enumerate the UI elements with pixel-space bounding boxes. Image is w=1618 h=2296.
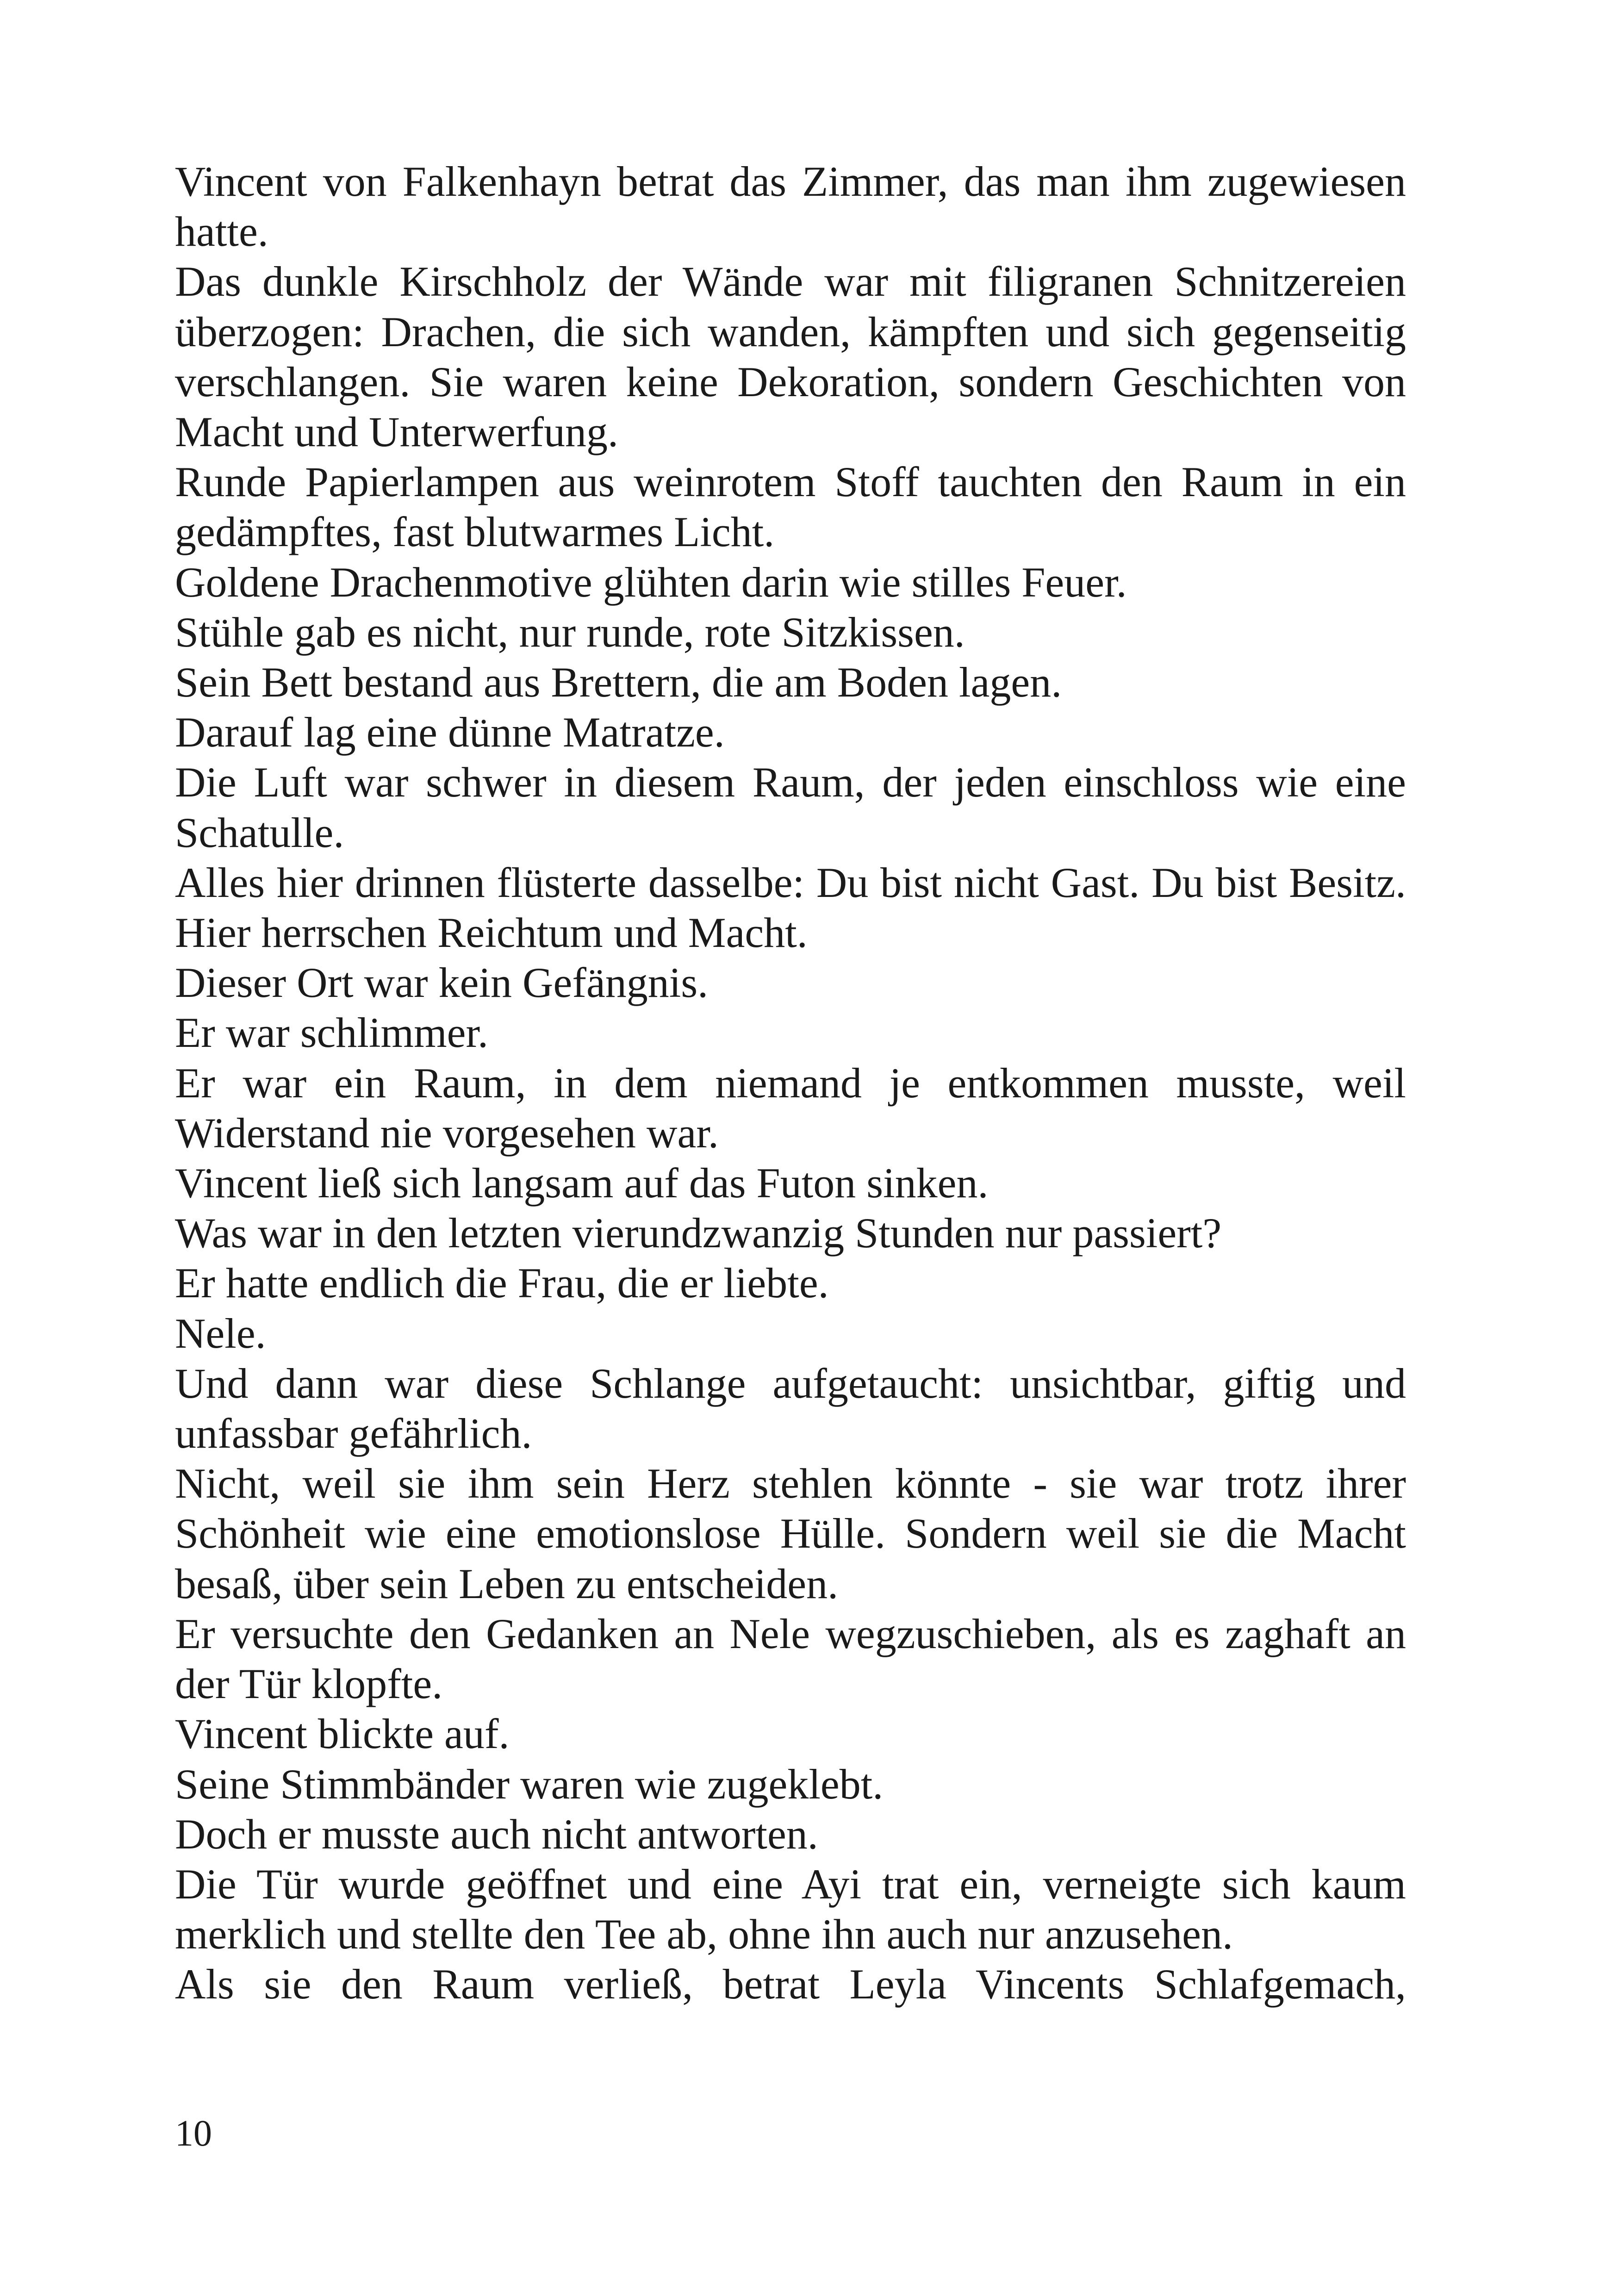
- paragraph: Er war schlimmer.: [175, 1009, 489, 1057]
- page-body-text: [175, 156, 1406, 2010]
- paragraph: Darauf lag eine dünne Matratze.: [175, 709, 725, 756]
- paragraph: Er hatte endlich die Frau, die er liebte.: [175, 1259, 829, 1307]
- paragraph: Alles hier drinnen flüsterte dasselbe: Du bist nicht Gast. Du bist Besitz. Hier herrschen Reichtum und Macht.: [175, 859, 1406, 957]
- paragraph: Vincent blickte auf.: [175, 1710, 510, 1758]
- paragraph: Seine Stimmbänder waren wie zugeklebt.: [175, 1760, 884, 1808]
- paragraph: Er versuchte den Gedanken an Nele wegzuschieben, als es zaghaft an der Tür klopfte.: [175, 1610, 1406, 1708]
- paragraph: Vincent von Falkenhayn betrat das Zimmer, das man ihm zugewiesen hatte.: [175, 158, 1406, 255]
- paragraph: Dieser Ort war kein Gefängnis.: [175, 959, 709, 1007]
- paragraph: Stühle gab es nicht, nur runde, rote Sitzkissen.: [175, 608, 965, 656]
- paragraph: Runde Papierlampen aus weinrotem Stoff tauchten den Raum in ein gedämpftes, fast blutwarmes Licht.: [175, 458, 1406, 556]
- paragraph: Goldene Drachenmotive glühten darin wie stilles Feuer.: [175, 558, 1127, 606]
- page-number: 10: [175, 2113, 212, 2154]
- paragraph: Nele.: [175, 1309, 266, 1357]
- paragraph: Er war ein Raum, in dem niemand je entkommen musste, weil Widerstand nie vorgesehen war.: [175, 1059, 1406, 1157]
- paragraph: Das dunkle Kirschholz der Wände war mit filigranen Schnitzereien überzogen: Drachen, die sich wanden, kämpften und sich gegenseitig verschlangen. Sie waren keine Dekoration, sondern Geschichten von Macht und Unterwerfung.: [175, 258, 1406, 456]
- paragraph: Nicht, weil sie ihm sein Herz stehlen könnte - sie war trotz ihrer Schönheit wie eine emotionslose Hülle. Sondern weil sie die Macht besaß, über sein Leben zu entscheiden.: [175, 1460, 1406, 1607]
- paragraph: Vincent ließ sich langsam auf das Futon sinken.: [175, 1159, 989, 1207]
- paragraph: Die Luft war schwer in diesem Raum, der jeden einschloss wie eine Schatulle.: [175, 759, 1406, 856]
- paragraph: Als sie den Raum verließ, betrat Leyla Vincents Schlafgemach,: [175, 1960, 1406, 2008]
- paragraph: Die Tür wurde geöffnet und eine Ayi trat ein, verneigte sich kaum merklich und stellte den Tee ab, ohne ihn auch nur anzusehen.: [175, 1860, 1406, 1958]
- paragraph: Was war in den letzten vierundzwanzig Stunden nur passiert?: [175, 1209, 1222, 1257]
- paragraph: Und dann war diese Schlange aufgetaucht: unsichtbar, giftig und unfassbar gefährlich.: [175, 1359, 1406, 1457]
- paragraph: Doch er musste auch nicht antworten.: [175, 1810, 818, 1858]
- paragraph: Sein Bett bestand aus Brettern, die am Boden lagen.: [175, 659, 1062, 706]
